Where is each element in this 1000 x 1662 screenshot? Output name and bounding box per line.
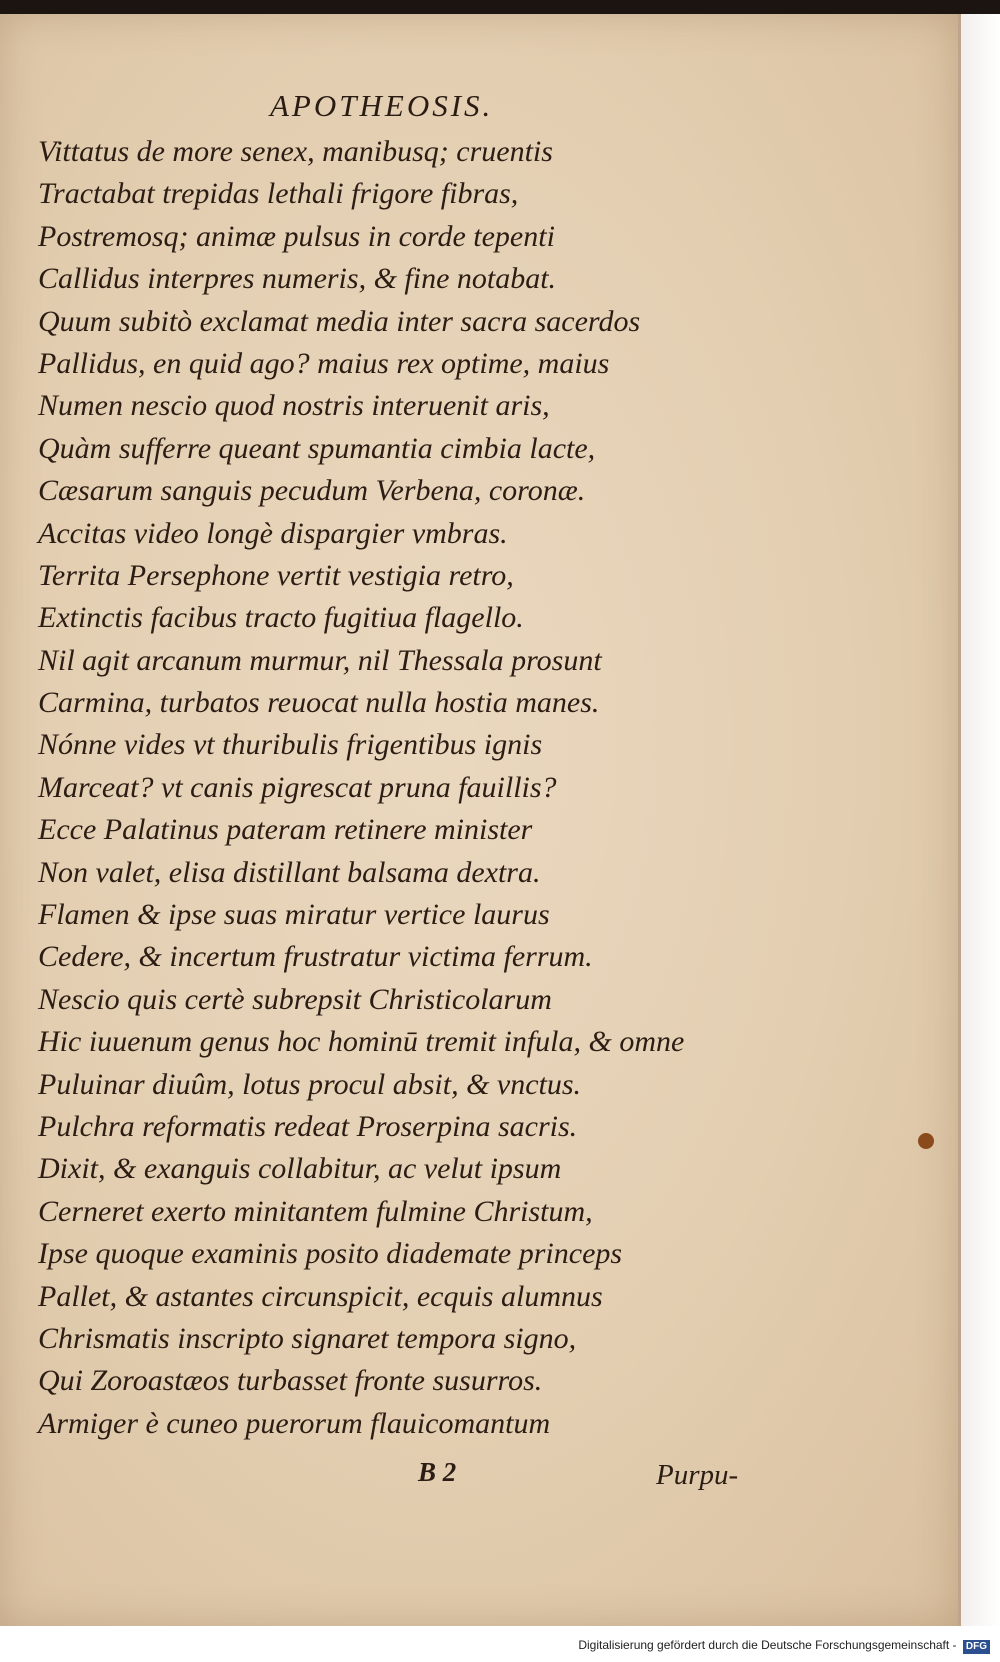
verse-line-19: Flamen & ipse suas miratur vertice laurus bbox=[38, 898, 550, 932]
verse-line-17: Ecce Palatinus pateram retinere minister bbox=[38, 813, 533, 847]
verse-line-13: Nil agit arcanum murmur, nil Thessala prosunt bbox=[38, 643, 602, 677]
verse-line-30: Qui Zoroastæos turbasset fronte susurros. bbox=[38, 1364, 543, 1398]
verse-line-5: Quum subitò exclamat media inter sacra sacerdos bbox=[38, 304, 641, 338]
verse-line-9: Cæsarum sanguis pecudum Verbena, coronæ. bbox=[38, 474, 586, 508]
verse-line-4: Callidus interpres numeris, & fine notabat. bbox=[38, 262, 557, 296]
running-head: APOTHEOSIS. bbox=[270, 88, 494, 123]
scan-top-border bbox=[0, 0, 1000, 14]
verse-line-23: Puluinar diuûm, lotus procul absit, & vnctus. bbox=[38, 1067, 582, 1101]
verse-line-15: Nónne vides vt thuribulis frigentibus ignis bbox=[38, 728, 543, 762]
verse-line-14: Carmina, turbatos reuocat nulla hostia manes. bbox=[38, 686, 600, 720]
verse-block bbox=[38, 131, 798, 1445]
verse-line-28: Pallet, & astantes circunspicit, ecquis alumnus bbox=[38, 1279, 603, 1313]
verse-line-7: Numen nescio quod nostris interuenit aris, bbox=[38, 389, 550, 423]
verse-line-6: Pallidus, en quid ago? maius rex optime, maius bbox=[38, 346, 610, 380]
verse-line-11: Territa Persephone vertit vestigia retro, bbox=[38, 558, 514, 592]
page-edge bbox=[961, 14, 1000, 1626]
verse-line-24: Pulchra reformatis redeat Proserpina sacris. bbox=[38, 1109, 578, 1143]
catchword: Purpu- bbox=[656, 1459, 739, 1491]
dfg-logo: DFG bbox=[963, 1640, 990, 1654]
verse-line-1: Vittatus de more senex, manibusq; cruentis bbox=[38, 135, 553, 168]
verse-line-2: Tractabat trepidas lethali frigore fibras, bbox=[38, 177, 519, 211]
funding-footer-text: Digitalisierung gefördert durch die Deutsche Forschungsgemeinschaft - bbox=[578, 1638, 957, 1652]
verse-line-16: Marceat? vt canis pigrescat pruna fauillis? bbox=[38, 770, 557, 804]
verse-line-18: Non valet, elisa distillant balsama dextra. bbox=[38, 855, 541, 889]
verse-line-22: Hic iuuenum genus hoc hominū tremit infula, & omne bbox=[38, 1025, 685, 1059]
verse-line-21: Nescio quis certè subrepsit Christicolarum bbox=[38, 982, 552, 1016]
verse-line-3: Postremosq; animæ pulsus in corde tepenti bbox=[38, 219, 555, 253]
signature-mark: B 2 bbox=[418, 1457, 457, 1487]
verse-line-26: Cerneret exerto minitantem fulmine Christum, bbox=[38, 1194, 593, 1228]
funding-footer bbox=[0, 1638, 990, 1654]
stain-spot bbox=[918, 1133, 934, 1149]
verse-line-10: Accitas video longè dispargier vmbras. bbox=[38, 516, 508, 550]
verse-line-27: Ipse quoque examinis posito diademate princeps bbox=[38, 1237, 623, 1271]
verse-line-25: Dixit, & exanguis collabitur, ac velut ipsum bbox=[38, 1152, 562, 1186]
verse-line-12: Extinctis facibus tracto fugitiua flagello. bbox=[38, 601, 524, 635]
verse-line-29: Chrismatis inscripto signaret tempora signo, bbox=[38, 1321, 577, 1355]
verse-line-8: Quàm sufferre queant spumantia cimbia lacte, bbox=[38, 431, 596, 465]
verse-line-31: Armiger è cuneo puerorum flauicomantum bbox=[38, 1406, 551, 1440]
verse-line-20: Cedere, & incertum frustratur victima ferrum. bbox=[38, 940, 593, 974]
